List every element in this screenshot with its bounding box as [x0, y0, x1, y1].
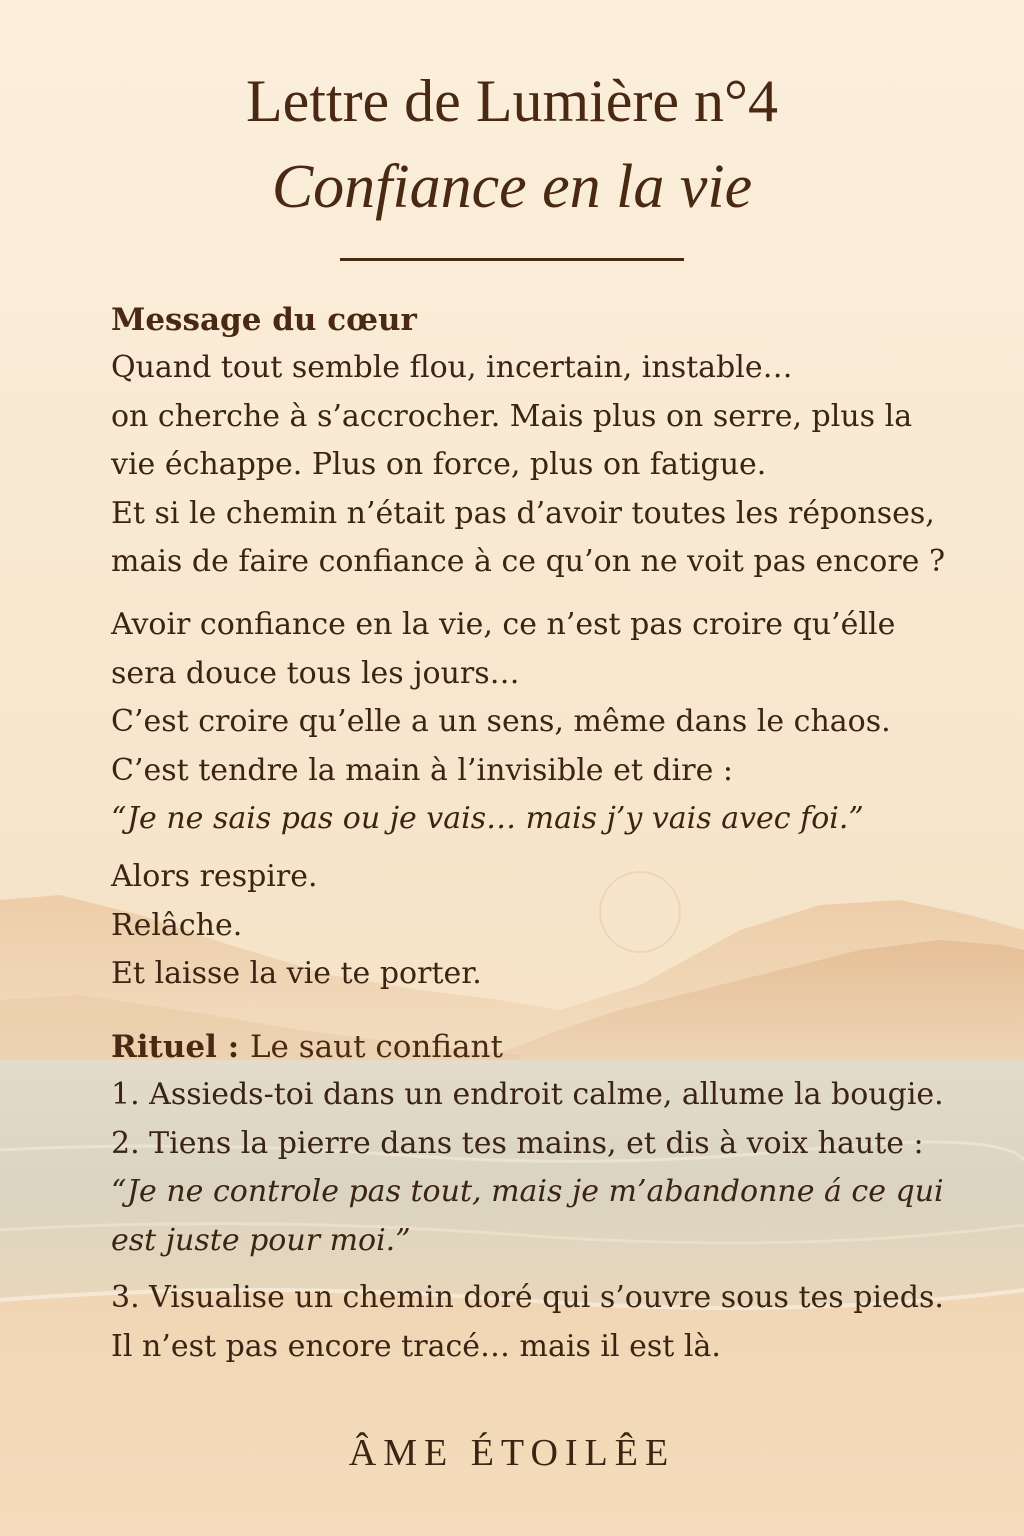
message-line: Quand tout semble flou, incertain, instable… [111, 350, 793, 385]
message-line: C’est croire qu’elle a un sens, même dans le chaos. [111, 704, 891, 739]
signature: ÂME ÉTOILÊE [348, 1432, 676, 1474]
ritual-step-3 [111, 1274, 971, 1371]
quote-line: “Je ne sais pas ou je vais… mais j’y vais avec foi.” [111, 801, 864, 836]
message-section [111, 296, 971, 587]
message-line: Alors respire. [111, 859, 318, 894]
message-paragraph-3 [111, 853, 971, 999]
message-line: C’est tendre la main à l’invisible et dire : [111, 752, 733, 788]
ritual-step: 2. Tiens la pierre dans tes mains, et dis à voix haute : [111, 1125, 924, 1161]
message-line: Et laisse la vie te porter. [111, 956, 482, 991]
ritual-label: Rituel : [111, 1029, 240, 1065]
quote-line: est juste pour moi.” [111, 1222, 411, 1258]
message-paragraph-2 [111, 601, 971, 844]
message-line: on cherche à s’accrocher. Mais plus on serre, plus la [111, 398, 913, 434]
message-line: mais de faire confiance à ce qu’on ne voit pas encore ? [111, 544, 946, 579]
ritual-step: 3. Visualise un chemin doré qui s’ouvre sous tes pieds. [111, 1280, 944, 1315]
ritual-heading [111, 1023, 971, 1071]
message-line: Relâche. [111, 907, 243, 943]
ritual-step: Il n’est pas encore tracé… mais il est là. [111, 1328, 721, 1364]
ritual-name: Le saut confiant [249, 1029, 503, 1065]
message-heading: Message du cœur [111, 302, 417, 338]
quote-line: “Je ne controle pas tout, mais je m’abandonne á ce qui [111, 1174, 944, 1209]
message-line: Avoir confiance en la vie, ce n’est pas croire qu’élle [111, 607, 896, 642]
message-line: Et si le chemin n’était pas d’avoir toutes les réponses, [111, 495, 935, 531]
ritual-step: 1. Assieds-toi dans un endroit calme, allume la bougie. [111, 1077, 944, 1112]
message-line: sera douce tous les jours… [111, 655, 520, 691]
page-subtitle: Confiance en la vie [271, 153, 753, 221]
divider [340, 258, 684, 261]
page-title: Lettre de Lumière n°4 [245, 68, 779, 134]
ritual-section [111, 1023, 971, 1265]
message-line: vie échappe. Plus on force, plus on fatigue. [111, 447, 767, 482]
